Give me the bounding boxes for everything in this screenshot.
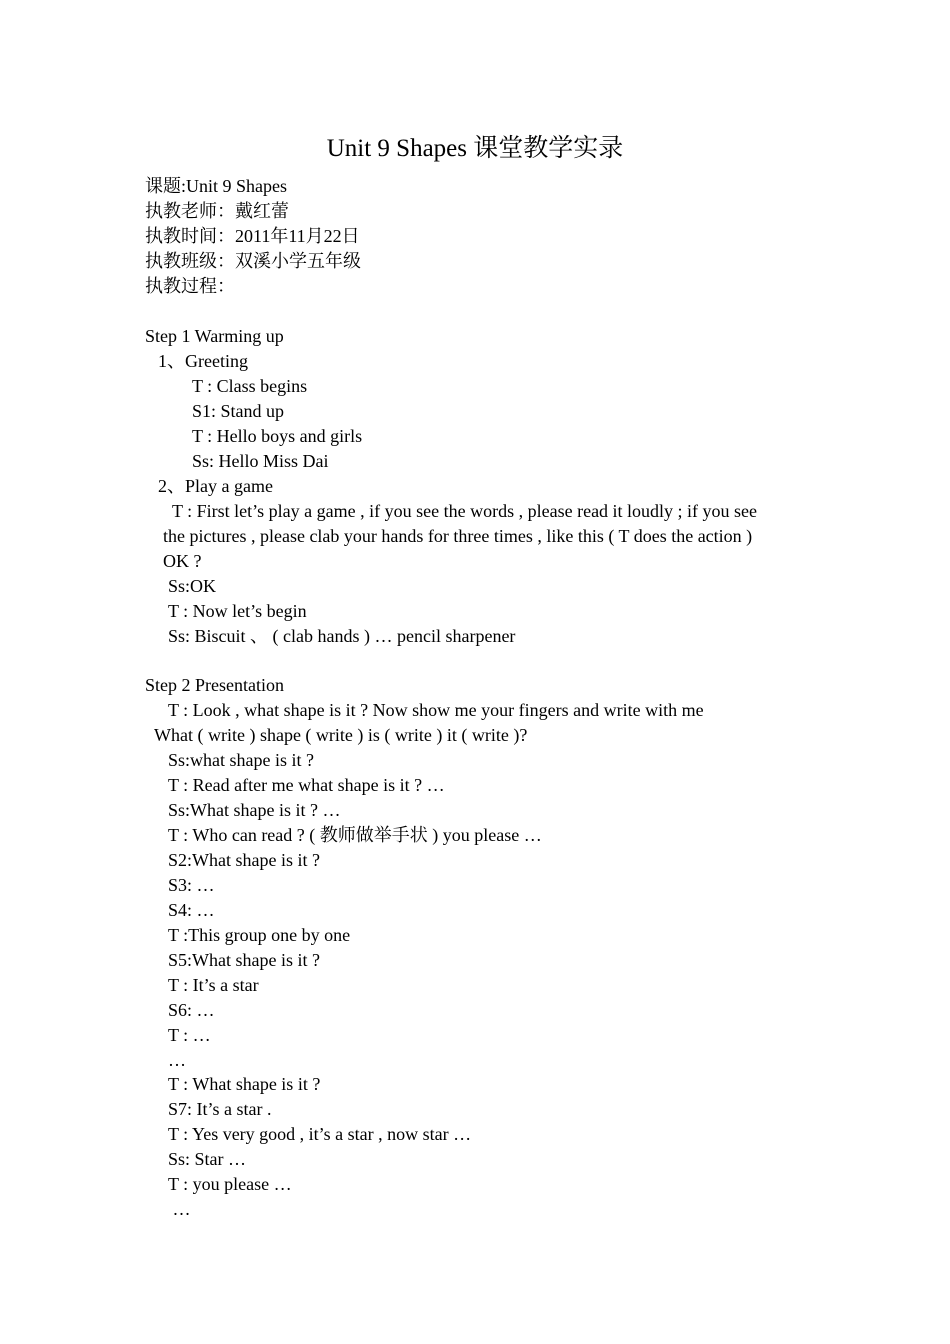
presentation-line: S7: It’s a star . — [168, 1099, 272, 1119]
meta-process: 执教过程： — [145, 276, 235, 296]
greeting-line: T : Class begins — [192, 376, 308, 396]
presentation-line: Ss:what shape is it ? — [168, 750, 314, 770]
greeting-heading: 1、Greeting — [158, 351, 248, 371]
presentation-line: … — [168, 1199, 191, 1219]
presentation-line: T : … — [168, 1025, 211, 1045]
presentation-line: T : It’s a star — [168, 975, 259, 995]
presentation-line: What ( write ) shape ( write ) is ( write ) it ( write )? — [154, 725, 528, 745]
presentation-line: T : Yes very good , it’s a star , now star … — [168, 1124, 472, 1144]
presentation-line: S2:What shape is it ? — [168, 850, 320, 870]
presentation-line: T : Who can read ? ( 教师做举手状 ) you please … — [168, 825, 542, 845]
game-line: the pictures , please clab your hands for three times , like this ( T does the action ) — [163, 526, 753, 546]
meta-teacher: 执教老师：戴红蕾 — [145, 201, 289, 221]
step2-heading: Step 2 Presentation — [145, 675, 284, 695]
meta-class: 执教班级：双溪小学五年级 — [145, 251, 361, 271]
presentation-line: T : Look , what shape is it ? Now show me your fingers and write with me — [168, 700, 704, 720]
greeting-line: Ss: Hello Miss Dai — [192, 451, 329, 471]
presentation-line: … — [168, 1050, 186, 1070]
game-line: OK ? — [163, 551, 202, 571]
meta-topic: 课题:Unit 9 Shapes — [145, 176, 287, 196]
greeting-line: S1: Stand up — [192, 401, 285, 421]
presentation-line: Ss:What shape is it ? … — [168, 800, 341, 820]
presentation-line: S4: … — [168, 900, 215, 920]
presentation-line: S6: … — [168, 1000, 215, 1020]
presentation-line: S5:What shape is it ? — [168, 950, 320, 970]
game-line: Ss: Biscuit 、 ( clab hands ) … pencil sharpener — [168, 626, 516, 646]
presentation-line: T :This group one by one — [168, 925, 351, 945]
meta-time: 执教时间：2011年11月22日 — [145, 226, 360, 246]
game-heading: 2、Play a game — [158, 476, 273, 496]
step1-heading: Step 1 Warming up — [145, 326, 284, 346]
game-line: Ss:OK — [168, 576, 217, 596]
greeting-line: T : Hello boys and girls — [192, 426, 363, 446]
presentation-line: T : you please … — [168, 1174, 292, 1194]
presentation-line: Ss: Star … — [168, 1149, 247, 1169]
presentation-line: T : Read after me what shape is it ? … — [168, 775, 445, 795]
presentation-line: T : What shape is it ? — [168, 1074, 321, 1094]
presentation-line: S3: … — [168, 875, 215, 895]
game-line: T : First let’s play a game , if you see the words , please read it loudly ; if you see — [172, 501, 758, 521]
document-title: Unit 9 Shapes 课堂教学实录 — [326, 135, 624, 162]
game-line: T : Now let’s begin — [168, 601, 307, 621]
